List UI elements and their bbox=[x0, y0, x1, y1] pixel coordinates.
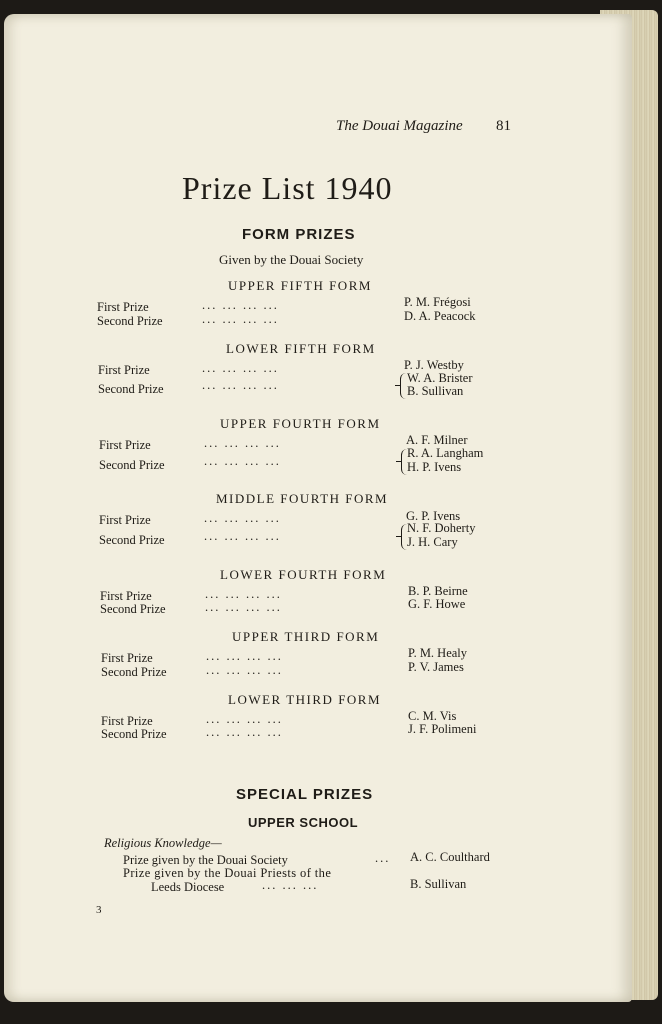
first-prize-label: First Prize bbox=[99, 438, 151, 452]
second-prize-winner: P. V. James bbox=[408, 660, 464, 674]
signature-mark: 3 bbox=[96, 904, 102, 916]
first-prize-winner: P. M. Frégosi bbox=[404, 295, 471, 309]
brace-icon bbox=[400, 373, 407, 399]
given-by-line: Given by the Douai Society bbox=[219, 252, 364, 267]
form-title: UPPER THIRD FORM bbox=[232, 629, 380, 644]
first-prize-label: First Prize bbox=[101, 714, 153, 728]
form-title: UPPER FIFTH FORM bbox=[228, 278, 372, 293]
second-prize-label: Second Prize bbox=[97, 314, 163, 328]
leader-dots: ... ... ... ... bbox=[204, 511, 281, 525]
leader-dots: ... ... ... ... bbox=[202, 378, 279, 392]
second-prize-label: Second Prize bbox=[100, 602, 166, 616]
leader-dots: ... ... ... bbox=[262, 878, 319, 892]
second-prize-winner: G. F. Howe bbox=[408, 597, 466, 611]
first-prize-winner: A. F. Milner bbox=[406, 433, 468, 447]
special-prize-winner: A. C. Coulthard bbox=[410, 850, 490, 864]
second-prize-winner: B. Sullivan bbox=[407, 384, 464, 398]
page-title: Prize List 1940 bbox=[182, 170, 393, 206]
leader-dots: ... ... ... ... bbox=[205, 587, 282, 601]
page-number: 81 bbox=[496, 118, 511, 134]
special-prizes-heading: SPECIAL PRIZES bbox=[236, 786, 374, 803]
special-prize-description: Prize given by the Douai Society bbox=[123, 853, 288, 867]
second-prize-winner: R. A. Langham bbox=[407, 446, 484, 460]
first-prize-label: First Prize bbox=[97, 300, 149, 314]
second-prize-winner: J. F. Polimeni bbox=[408, 722, 477, 736]
leader-dots: ... ... ... ... bbox=[204, 529, 281, 543]
book-page bbox=[4, 14, 632, 1002]
form-title: LOWER FIFTH FORM bbox=[226, 341, 376, 356]
form-title: LOWER FOURTH FORM bbox=[220, 567, 387, 582]
second-prize-label: Second Prize bbox=[101, 665, 167, 679]
second-prize-label: Second Prize bbox=[98, 382, 164, 396]
first-prize-winner: G. P. Ivens bbox=[406, 509, 461, 523]
leader-dots: ... ... ... ... bbox=[204, 436, 281, 450]
leader-dots: ... ... ... ... bbox=[206, 663, 283, 677]
form-title: MIDDLE FOURTH FORM bbox=[216, 491, 389, 506]
first-prize-label: First Prize bbox=[98, 363, 150, 377]
first-prize-label: First Prize bbox=[99, 513, 151, 527]
first-prize-winner: C. M. Vis bbox=[408, 709, 457, 723]
first-prize-winner: B. P. Beirne bbox=[408, 584, 468, 598]
second-prize-winner: D. A. Peacock bbox=[404, 309, 476, 323]
special-prize-description: Prize given by the Douai Priests of the bbox=[123, 866, 332, 880]
form-title: LOWER THIRD FORM bbox=[228, 692, 382, 707]
leader-dots: ... ... ... ... bbox=[205, 600, 282, 614]
first-prize-label: First Prize bbox=[100, 589, 152, 603]
first-prize-winner: P. M. Healy bbox=[408, 646, 468, 660]
second-prize-winner: W. A. Brister bbox=[407, 371, 473, 385]
leader-dots: ... ... ... ... bbox=[202, 361, 279, 375]
form-title: UPPER FOURTH FORM bbox=[220, 416, 381, 431]
second-prize-winner: J. H. Cary bbox=[407, 535, 458, 549]
leader-dots: ... bbox=[375, 851, 391, 865]
special-prize-winner: B. Sullivan bbox=[410, 877, 467, 891]
leader-dots: ... ... ... ... bbox=[206, 712, 283, 726]
prize-category: Religious Knowledge— bbox=[104, 836, 222, 850]
first-prize-label: First Prize bbox=[101, 651, 153, 665]
leader-dots: ... ... ... ... bbox=[204, 454, 281, 468]
second-prize-winner: N. F. Doherty bbox=[407, 521, 476, 535]
first-prize-winner: P. J. Westby bbox=[404, 358, 464, 372]
running-header-title: The Douai Magazine bbox=[336, 118, 463, 134]
second-prize-label: Second Prize bbox=[101, 727, 167, 741]
upper-school-heading: UPPER SCHOOL bbox=[248, 815, 359, 830]
second-prize-label: Second Prize bbox=[99, 458, 165, 472]
special-prize-description-cont: Leeds Diocese bbox=[151, 880, 225, 894]
leader-dots: ... ... ... ... bbox=[206, 649, 283, 663]
form-prizes-heading: FORM PRIZES bbox=[242, 226, 356, 243]
leader-dots: ... ... ... ... bbox=[206, 725, 283, 739]
leader-dots: ... ... ... ... bbox=[202, 298, 279, 312]
second-prize-winner: H. P. Ivens bbox=[407, 460, 462, 474]
second-prize-label: Second Prize bbox=[99, 533, 165, 547]
leader-dots: ... ... ... ... bbox=[202, 312, 279, 326]
